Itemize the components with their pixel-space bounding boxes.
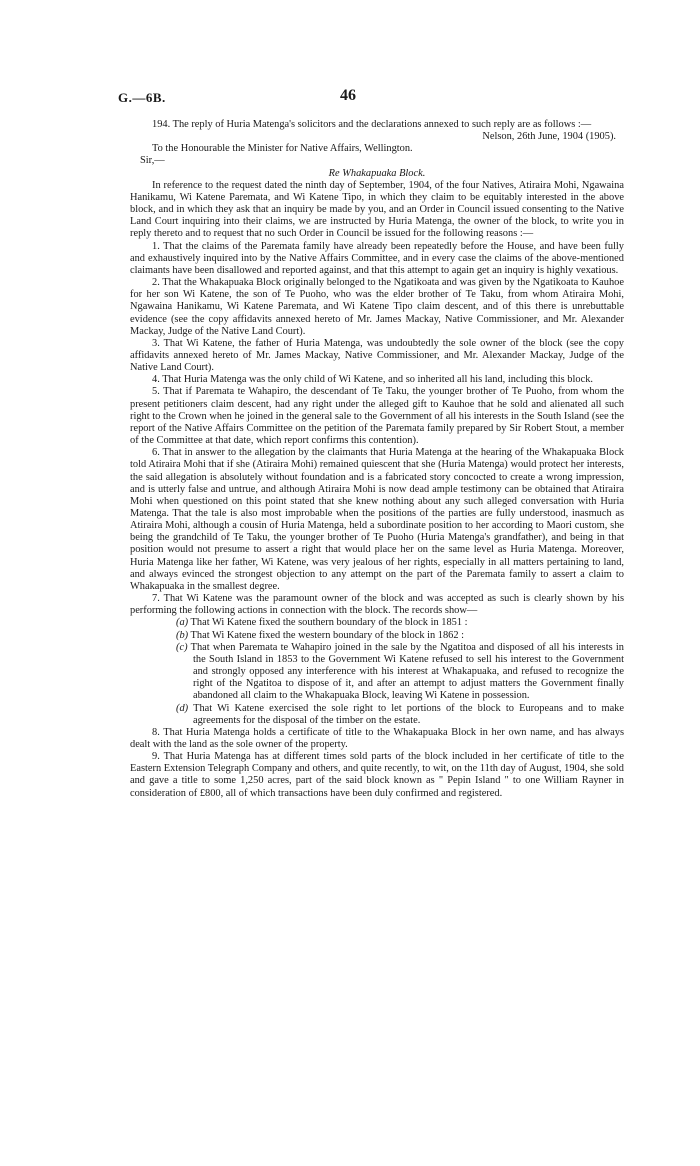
salutation: Sir,—	[140, 155, 165, 167]
reason-paragraph: 4. That Huria Matenga was the only child of Wi Katene, and so inherited all his land, including this block.	[152, 374, 593, 386]
reason-paragraph: 8. That Huria Matenga holds a certificate of title to the Whakapuaka Block in her own name, and has always dealt with the land as the sole owner of the property.	[130, 726, 624, 750]
intro-paragraph: 194. The reply of Huria Matenga's solicitors and the declarations annexed to such reply are as follows :—	[152, 119, 592, 130]
sub-item-label: (d)	[176, 702, 189, 714]
sub-item-text: That Wi Katene exercised the sole right to let portions of the block to Europeans and to make agreements for the disposal of the timber on the estate.	[193, 702, 624, 726]
sub-item-label: (a)	[176, 617, 189, 629]
page-number: 46	[340, 87, 356, 104]
reason-paragraph: 5. That if Paremata te Wahapiro, the descendant of Te Taku, the younger brother of Te Puoho, from whom the present petitioners claim descent, had any right under the alleged gift to Kauhoe that he sold and alienated all such right to the Crown when he joined in the general sale to the Government of all his interests in the South Island (see the report of the Native Affairs Committee on the petition of the Paremata family prepared by Sir Robert Stout, a member of the Committee at that date, which report confirms this contention).	[130, 386, 624, 447]
reason-paragraph: 1. That the claims of the Paremata family have already been repeatedly before the House, and have been fully and exhaustively inquired into by the Native Affairs Committee, and in every case the claims of the above-mentioned claimants have been disallowed and reported against, and that this attempt to again get an inquiry is highly vexatious.	[130, 240, 624, 276]
addressee: To the Honourable the Minister for Native Affairs, Wellington.	[152, 143, 413, 155]
reason-paragraph: 7. That Wi Katene was the paramount owner of the block and was accepted as such is clearly shown by his performing the following actions in connection with the block. The records show—	[130, 593, 624, 617]
sub-item-text: That when Paremata te Wahapiro joined in the sale by the Ngatitoa and disposed of all his interests in the South Island in 1853 to the Government Wi Katene refused to sell his interest to the Government and strongly opposed any interference with his interest at Whakapuaka, and refused to recognize the right of the Ngatitoa to dispose of it, and after an attempt to adjust matters the Government finally abandoned all claim to the Whakapuaka Block, leaving Wi Katene in possession.	[190, 641, 624, 702]
sub-item	[176, 703, 624, 727]
place-date: Nelson, 26th June, 1904 (1905).	[482, 131, 616, 143]
opening-paragraph: In reference to the request dated the ninth day of September, 1904, of the four Natives, Atiraira Mohi, Ngawaina Hanikamu, Wi Katene Paremata, and Wi Katene Tipo, in which they claim to be equitably interested in the above block, and in which they ask that an inquiry be made by you, and an Order in Council issued consenting to the Native Land Court inquiring into their claims, we are instructed by Huria Matenga, the owner of the block, to write you in reply thereto and to request that no such Order in Council be issued for the following reasons :—	[130, 179, 624, 240]
reason-paragraph: 6. That in answer to the allegation by the claimants that Huria Matenga at the hearing of the Whakapuaka Block told Atiraira Mohi that if she (Atiraira Mohi) remained quiescent that she (Huria Matenga) would protect her interests, the said allegation is absolutely without foundation and is a fabricated story concocted to create a wrong impression, and is utterly false and untrue, and although Atiraira Mohi is now dead ample testimony can be obtained that Atiraira Mohi when questioned on this point stated that she knew nothing about any such alleged conversation with Huria Matenga. That the tale is also most improbable when the positions of the parties are fully understood, inasmuch as Atiraira Mohi, although a cousin of Huria Matenga, held a subordinate position to her according to Maori custom, she being the grandchild of Te Taku, the younger brother of Te Puoho (Huria Matenga's grandfather), and being in that position would not presume to assert a right that would place her on the same level as Huria Matenga. Moreover, Huria Matenga like her father, Wi Katene, was very jealous of her rights, especially in all matters pertaining to land, and always evinced the strongest objection to any attempt on the part of the Paremata family to assert a claim to Whakapuaka in the smallest degree.	[130, 447, 624, 592]
sub-item-text: That Wi Katene fixed the southern boundary of the block in 1851 :	[190, 617, 468, 629]
sub-item-label: (b)	[176, 629, 189, 641]
document-body	[130, 119, 624, 800]
reason-paragraph: 3. That Wi Katene, the father of Huria Matenga, was undoubtedly the sole owner of the block (see the copy affidavits annexed hereto of Mr. James Mackay, Native Commissioner, and Mr. Alexander Mackay, Judge of the Native Land Court).	[130, 337, 624, 374]
sub-item	[176, 617, 624, 629]
sub-item-text: That Wi Katene fixed the western boundary of the block in 1862 :	[190, 629, 465, 641]
sub-item	[176, 630, 624, 642]
reason-paragraph: 9. That Huria Matenga has at different times sold parts of the block included in her certificate of title to the Eastern Extension Telegraph Company and others, and quite recently, to wit, on the 11th day of August, 1904, she sold and gave a title to some 1,250 acres, part of the said block known as " Pepin Island " to one William Rayner in consideration of £800, all of which transactions have been duly confirmed and registered.	[130, 751, 624, 799]
document-reference: G.—6B.	[118, 90, 166, 105]
reason-paragraph: 2. That the Whakapuaka Block originally belonged to the Ngatikoata and was given by the Ngatikoata to Kauhoe for her son Wi Katene, the son of Te Puoho, who was the elder brother of Te Taku, from whom Atiraira Mohi, Ngawaina Hanikamu, Wi Katene Paremata, and Wi Katene Tipo claim descent, and of this there is unrebuttable evidence (see the copy affidavits annexed hereto of Mr. James Mackay, Native Commissioner, and Mr. Alexander Mackay, Judge of the Native Land Court).	[130, 277, 624, 337]
sub-item-label: (c)	[176, 641, 188, 653]
sub-item	[176, 642, 624, 703]
subject-line: Re Whakapuaka Block.	[328, 167, 426, 179]
